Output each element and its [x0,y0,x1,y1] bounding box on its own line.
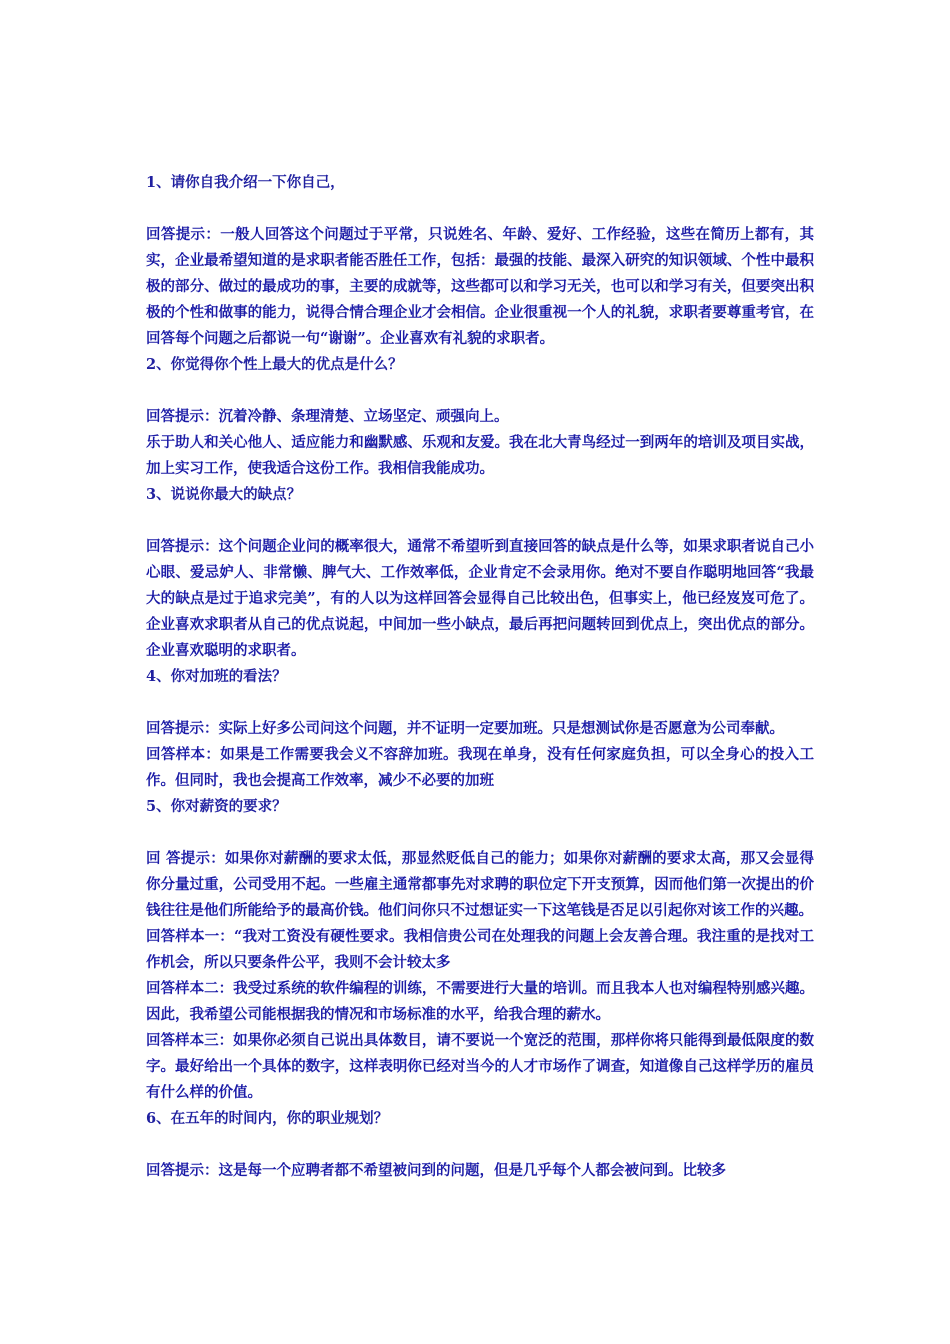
answer-hint-2-continued: 乐于助人和关心他人、适应能力和幽默感、乐观和友爱。我在北大青鸟经过一到两年的培训及项目实战，加上实习工作，使我适合这份工作。我相信我能成功。 [146,434,814,477]
answer-sample-5-3: 回答样本三：如果你必须自己说出具体数目，请不要说一个宽泛的范围，那样你将只能得到最低限度的数字。最好给出一个具体的数字，这样表明你已经对当今的人才市场作了调查，知道像自己这样学历的雇员有什么样的价值。 [146,1032,814,1101]
blank-line [146,820,814,846]
question-3: 3、说说你最大的缺点？ [146,486,302,503]
answer-hint-6: 回答提示：这是每一个应聘者都不希望被问到的问题，但是几乎每个人都会被问到。比较多 [146,1162,726,1179]
answer-sample-5-2: 回答样本二：我受过系统的软件编程的训练，不需要进行大量的培训。而且我本人也对编程特别感兴趣。因此，我希望公司能根据我的情况和市场标准的水平，给我合理的薪水。 [146,980,814,1023]
answer-hint-5: 回 答提示：如果你对薪酬的要求太低，那显然贬低自己的能力；如果你对薪酬的要求太高，那又会显得你分量过重，公司受用不起。一些雇主通常都事先对求聘的职位定下开支预算，因而他们第一次提出的价钱往往是他们所能给予的最高价钱。他们问你只不过想证实一下这笔钱是否足以引起你对该工作的兴趣。 [146,850,814,919]
answer-sample-4: 回答样本：如果是工作需要我会义不容辞加班。我现在单身，没有任何家庭负担，可以全身心的投入工作。但同时，我也会提高工作效率，减少不必要的加班 [146,746,814,789]
answer-hint-2: 回答提示：沉着冷静、条理清楚、立场坚定、顽强向上。 [146,408,509,425]
blank-line [146,1132,814,1158]
blank-line [146,196,814,222]
answer-sample-5-1: 回答样本一：“我对工资没有硬性要求。我相信贵公司在处理我的问题上会友善合理。我注重的是找对工作机会，所以只要条件公平，我则不会计较太多 [146,928,814,971]
document-body [146,170,814,1184]
blank-line [146,378,814,404]
blank-line [146,508,814,534]
question-4: 4、你对加班的看法？ [146,668,287,685]
blank-line [146,690,814,716]
answer-hint-3: 回答提示：这个问题企业问的概率很大，通常不希望听到直接回答的缺点是什么等，如果求职者说自己小心眼、爱忌妒人、非常懒、脾气大、工作效率低，企业肯定不会录用你。绝对不要自作聪明地回答“我最大的缺点是过于追求完美”，有的人以为这样回答会显得自己比较出色，但事实上，他已经岌岌可危了。企业喜欢求职者从自己的优点说起，中间加一些小缺点，最后再把问题转回到优点上，突出优点的部分。企业喜欢聪明的求职者。 [146,538,814,659]
question-5: 5、你对薪资的要求？ [146,798,287,815]
answer-hint-1: 回答提示：一般人回答这个问题过于平常，只说姓名、年龄、爱好、工作经验，这些在简历上都有，其实，企业最希望知道的是求职者能否胜任工作，包括：最强的技能、最深入研究的知识领域、个性中最积极的部分、做过的最成功的事，主要的成就等，这些都可以和学习无关，也可以和学习有关，但要突出积极的个性和做事的能力，说得合情合理企业才会相信。企业很重视一个人的礼貌，求职者要尊重考官，在回答每个问题之后都说一句“谢谢”。企业喜欢有礼貌的求职者。 [146,226,814,347]
question-2: 2、你觉得你个性上最大的优点是什么？ [146,356,403,373]
question-1: 1、请你自我介绍一下你自己， [146,174,345,191]
answer-hint-4: 回答提示：实际上好多公司问这个问题，并不证明一定要加班。只是想测试你是否愿意为公司奉献。 [146,720,784,737]
question-6: 6、在五年的时间内，你的职业规划？ [146,1110,389,1127]
